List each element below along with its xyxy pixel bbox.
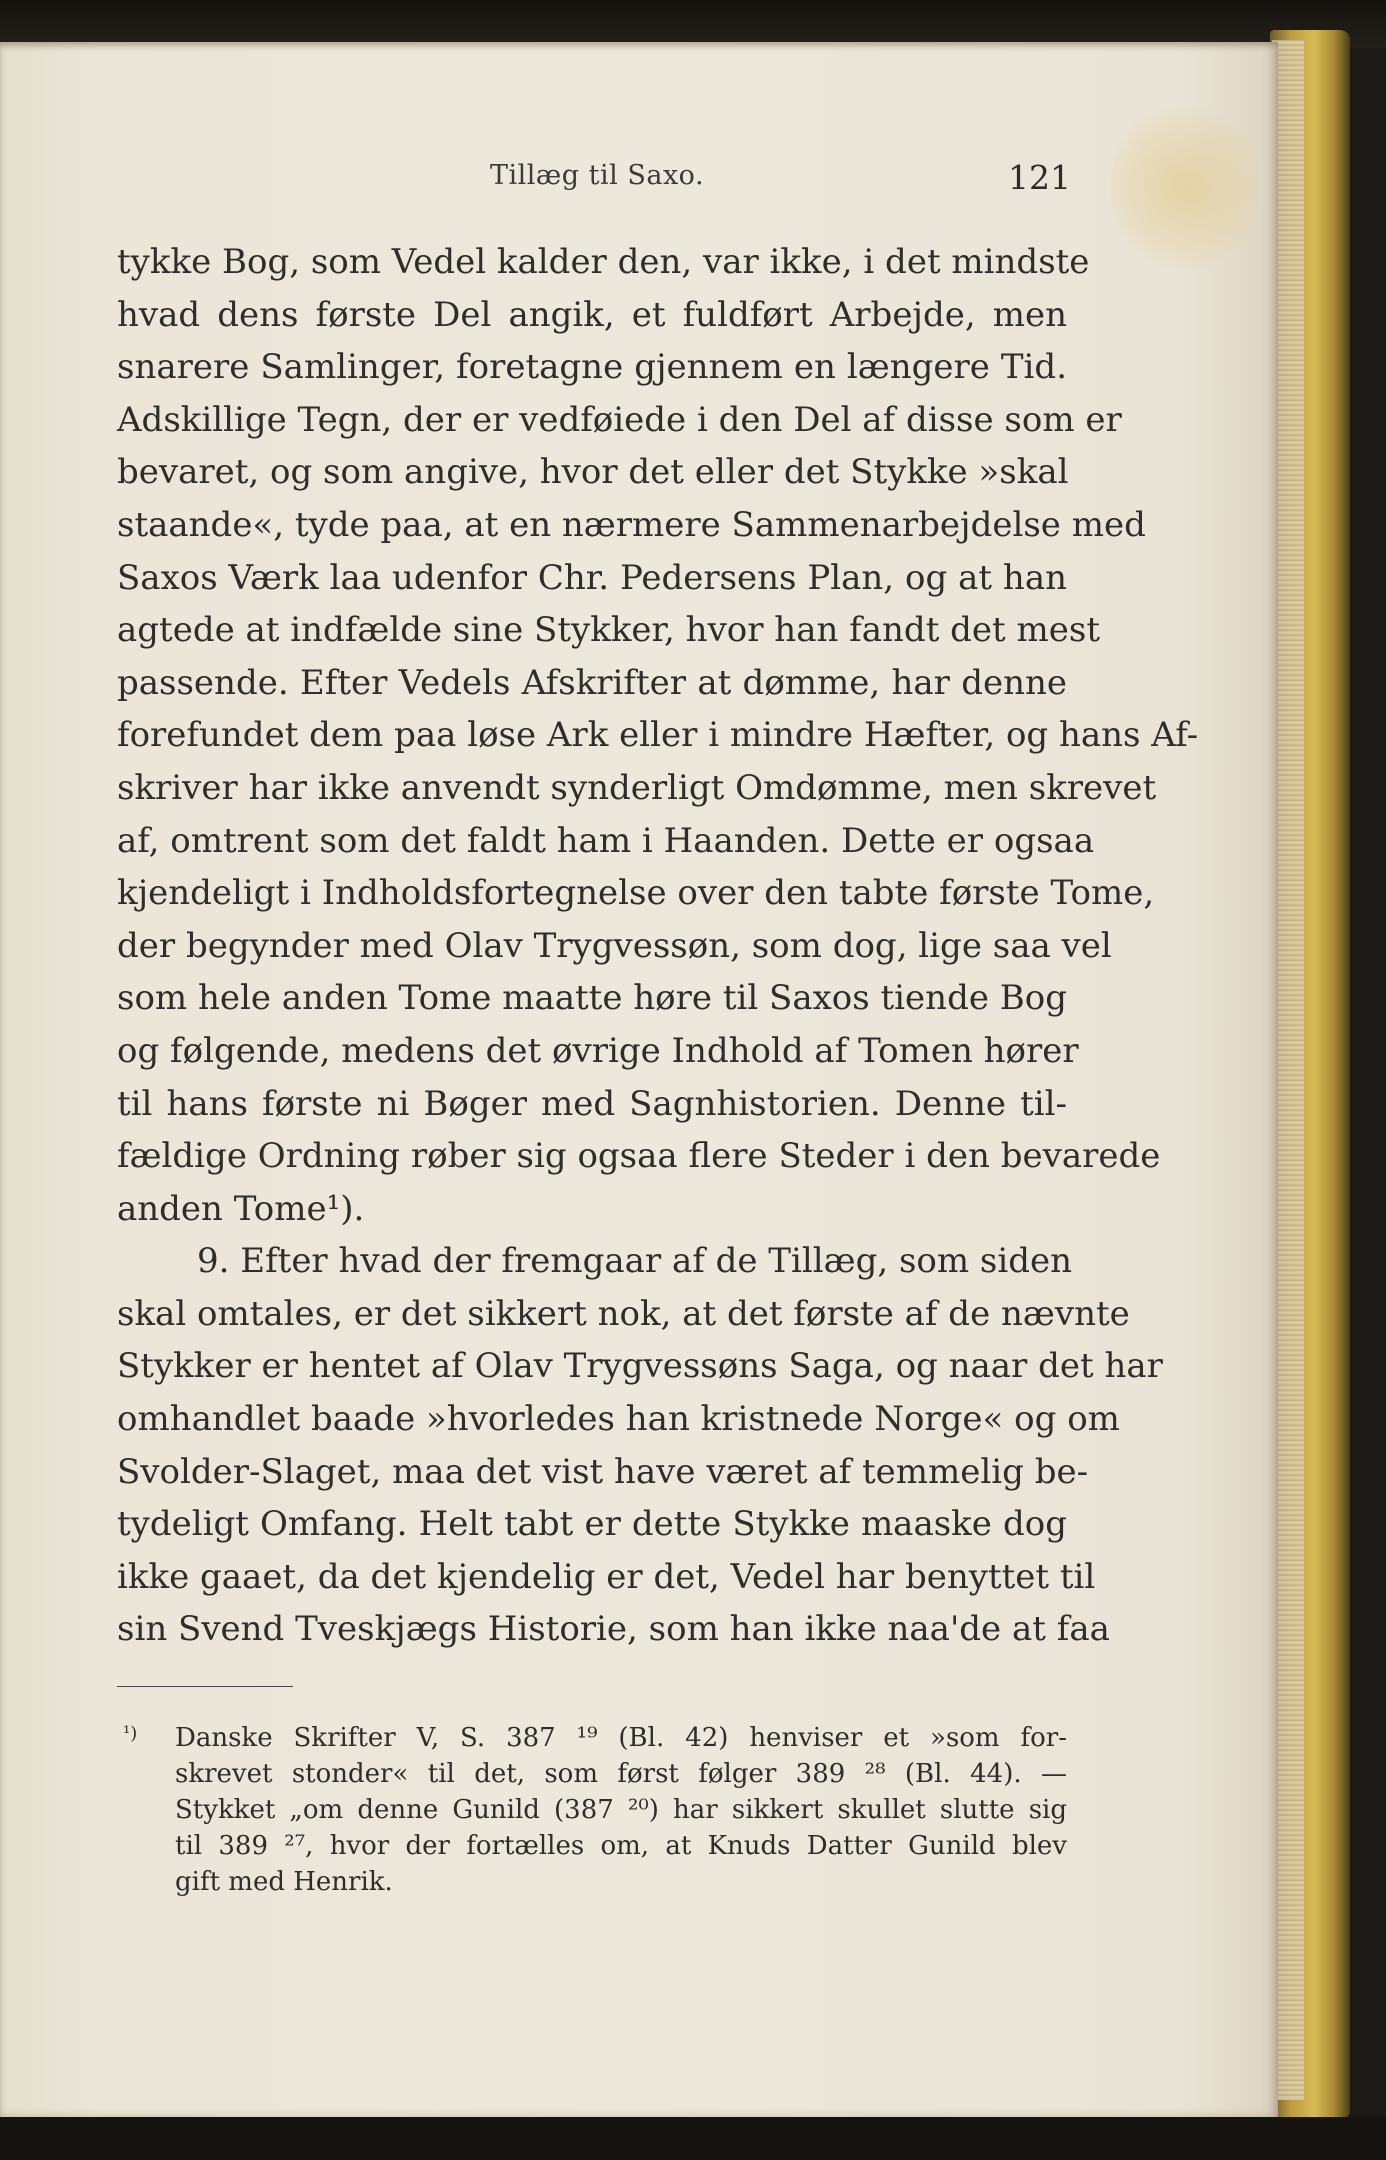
text-line: forefundet dem paa løse Ark eller i mindre Hæfter, og hans Af- bbox=[117, 715, 1199, 756]
page-number: 121 bbox=[1008, 158, 1071, 197]
text-line: omhandlet baade »hvorledes han kristnede Norge« og om bbox=[117, 1399, 1120, 1440]
text-line: staande«, tyde paa, at en nærmere Sammenarbejdelse med bbox=[117, 504, 1146, 545]
paragraph-start-line: 9. Efter hvad der fremgaar af de Tillæg, som siden bbox=[197, 1241, 1073, 1282]
scan-background-bottom bbox=[0, 2117, 1386, 2160]
running-head: Tillæg til Saxo. bbox=[490, 160, 705, 191]
text-line: der begynder med Olav Trygvessøn, som dog, lige saa vel bbox=[117, 925, 1112, 966]
text-line: agtede at indfælde sine Stykker, hvor han fandt det mest bbox=[117, 610, 1100, 651]
text-line: tydeligt Omfang. Helt tabt er dette Stykke maaske dog bbox=[117, 1504, 1067, 1545]
text-line: fældige Ordning røber sig ogsaa flere Steder i den bevarede bbox=[117, 1136, 1161, 1177]
footnote-line: Stykket „om denne Gunild (387 ²⁰) har sikkert skullet slutte sig bbox=[175, 1795, 1067, 1825]
text-line: ikke gaaet, da det kjendelig er det, Vedel har benyttet til bbox=[117, 1556, 1096, 1597]
text-line: sin Svend Tveskjægs Historie, som han ikke naa'de at faa bbox=[117, 1609, 1110, 1650]
body-text bbox=[117, 236, 1199, 1656]
text-line: af, omtrent som det faldt ham i Haanden. Dette er ogsaa bbox=[117, 820, 1095, 861]
text-line: skriver har ikke anvendt synderligt Omdømme, men skrevet bbox=[117, 767, 1157, 808]
footnote bbox=[117, 1720, 1067, 1900]
text-line: Stykker er hentet af Olav Trygvessøns Saga, og naar det har bbox=[117, 1346, 1163, 1387]
text-line: tykke Bog, som Vedel kalder den, var ikke, i det mindste bbox=[117, 242, 1090, 282]
text-line: Svolder-Slaget, maa det vist have været af temmelig be- bbox=[117, 1451, 1089, 1492]
paper-stain bbox=[1110, 102, 1260, 272]
text-line: som hele anden Tome maatte høre til Saxos tiende Bog bbox=[117, 978, 1067, 1019]
footnote-line: Danske Skrifter V, S. 387 ¹⁹ (Bl. 42) henviser et »som for- bbox=[175, 1723, 1067, 1753]
footnote-line: gift med Henrik. bbox=[175, 1867, 393, 1897]
text-line: passende. Efter Vedels Afskrifter at dømme, har denne bbox=[117, 662, 1067, 703]
text-line: og følgende, medens det øvrige Indhold af Tomen hører bbox=[117, 1030, 1079, 1071]
text-line: bevaret, og som angive, hvor det eller det Stykke »skal bbox=[117, 452, 1069, 493]
footnote-line: skrevet stonder« til det, som først følger 389 ²⁸ (Bl. 44). — bbox=[175, 1759, 1067, 1789]
text-line: hvad dens første Del angik, et fuldført Arbejde, men bbox=[117, 294, 1067, 335]
footnote-line: til 389 ²⁷, hvor der fortælles om, at Knuds Datter Gunild blev bbox=[175, 1831, 1067, 1861]
footnote-marker: ¹) bbox=[123, 1723, 138, 1744]
text-line: kjendeligt i Indholdsfortegnelse over den tabte første Tome, bbox=[117, 873, 1155, 914]
footnote-divider bbox=[117, 1686, 293, 1687]
text-line: skal omtales, er det sikkert nok, at det første af de nævnte bbox=[117, 1293, 1130, 1334]
text-line: til hans første ni Bøger med Sagnhistorien. Denne til- bbox=[117, 1083, 1067, 1124]
text-line: anden Tome¹). bbox=[117, 1188, 365, 1229]
scan-background-top bbox=[0, 0, 1386, 48]
text-line: Saxos Værk laa udenfor Chr. Pedersens Plan, og at han bbox=[117, 557, 1067, 598]
text-line: snarere Samlinger, foretagne gjennem en længere Tid. bbox=[117, 347, 1067, 388]
text-line: Adskillige Tegn, der er vedføiede i den Del af disse som er bbox=[117, 399, 1122, 440]
